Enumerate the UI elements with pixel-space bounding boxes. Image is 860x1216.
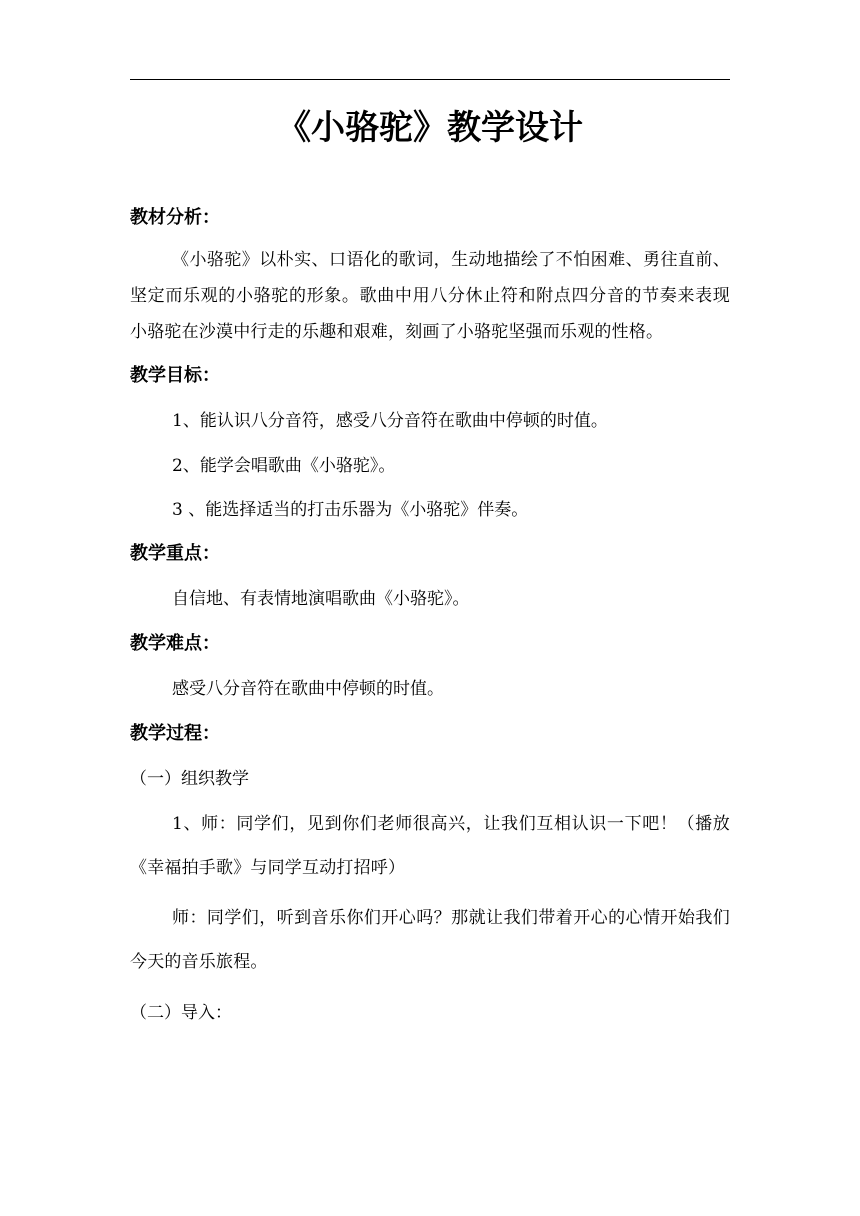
section-heading-analysis: 教材分析： (130, 207, 220, 228)
key-points-text: 自信地、有表情地演唱歌曲《小骆驼》。 (172, 589, 470, 609)
page-title: 《小骆驼》教学设计 (277, 108, 583, 148)
process-step-1-paragraph-1: 1、师：同学们，见到你们老师很高兴，让我们互相认识一下吧！（播放《幸福拍手歌》与同学互动打招呼） (130, 814, 730, 878)
section-heading-process: 教学过程： (130, 723, 220, 744)
goal-item-2: 2、能学会唱歌曲《小骆驼》。 (172, 456, 396, 476)
section-heading-key-points: 教学重点： (130, 543, 220, 564)
process-step-1-paragraph-2: 师：同学们，听到音乐你们开心吗？那就让我们带着开心的心情开始我们今天的音乐旅程。 (130, 908, 730, 972)
header-rule (130, 79, 730, 80)
document-body (130, 196, 730, 1036)
goal-item-1: 1、能认识八分音符，感受八分音符在歌曲中停顿的时值。 (172, 411, 608, 431)
difficulties-text: 感受八分音符在歌曲中停顿的时值。 (172, 679, 444, 699)
process-step-1-title: （一）组织教学 (130, 769, 249, 789)
goal-item-3: 3 、能选择适当的打击乐器为《小骆驼》伴奏。 (172, 500, 529, 520)
section-heading-goals: 教学目标： (130, 365, 220, 386)
section-heading-difficulties: 教学难点： (130, 633, 220, 654)
analysis-paragraph: 《小骆驼》以朴实、口语化的歌词，生动地描绘了不怕困难、勇往直前、坚定而乐观的小骆驼的形象。歌曲中用八分休止符和附点四分音的节奏来表现小骆驼在沙漠中行走的乐趣和艰难，刻画了小骆驼坚强而乐观的性格。 (130, 250, 730, 342)
process-step-2-title: （二）导入： (130, 1003, 232, 1023)
